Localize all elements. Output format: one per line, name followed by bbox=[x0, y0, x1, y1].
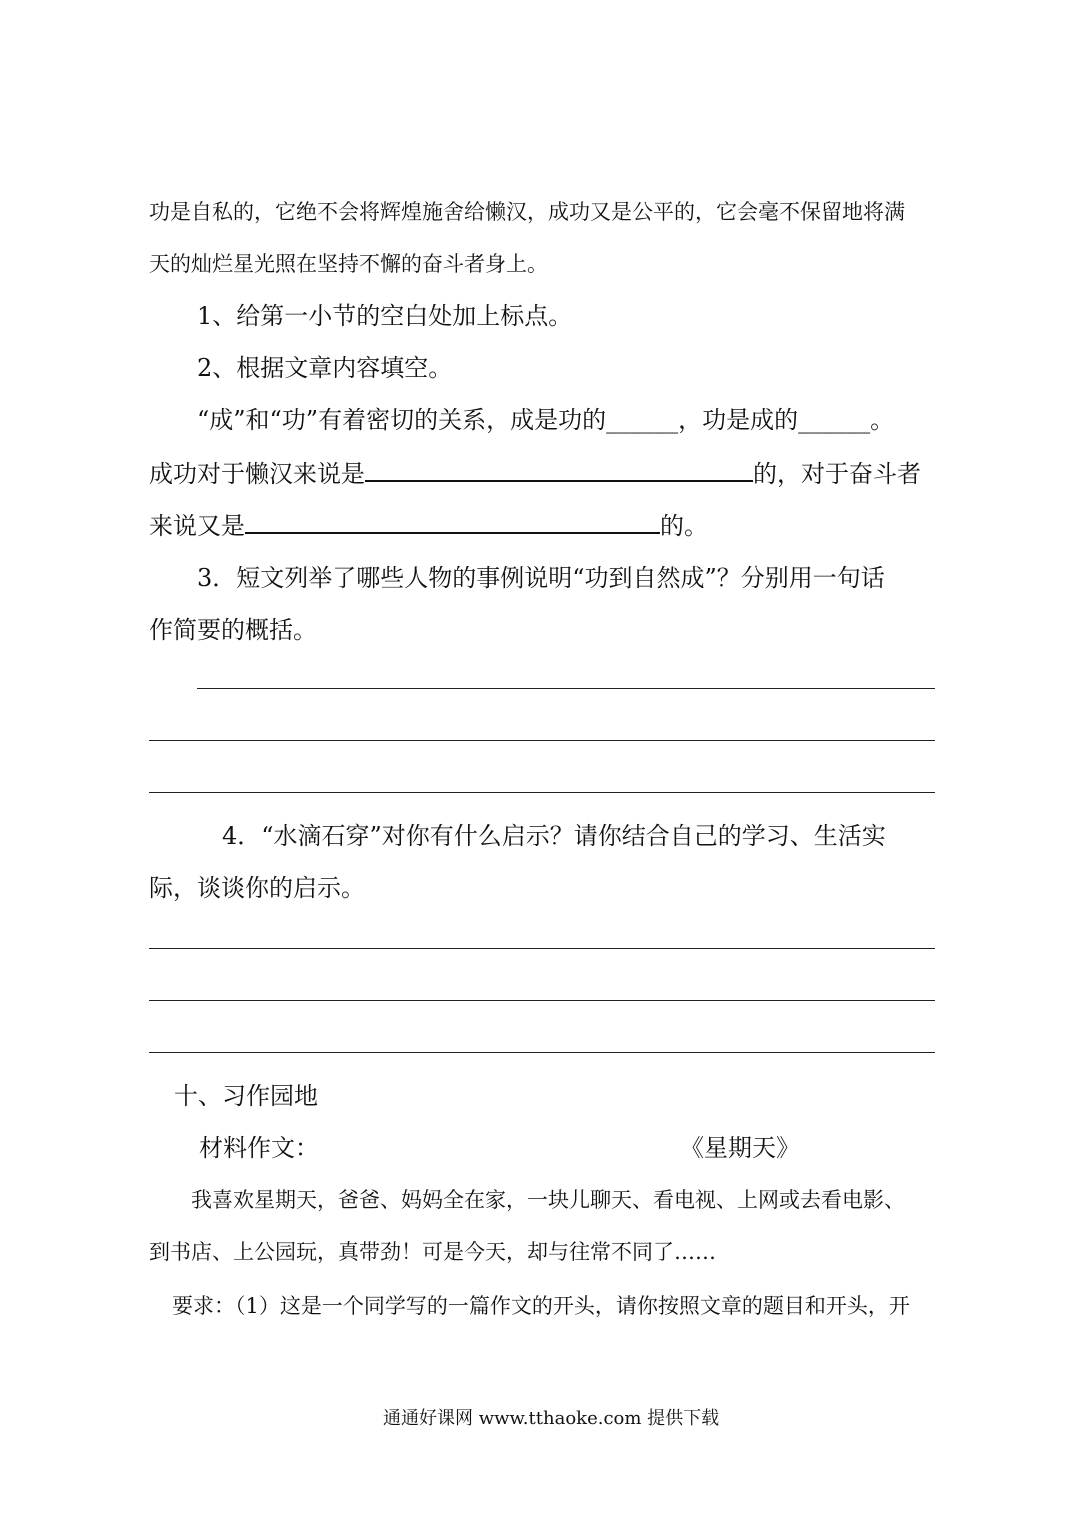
q4-answer-line-2[interactable] bbox=[149, 1000, 935, 1001]
passage-line-1: 功是自私的，它绝不会将辉煌施舍给懒汉，成功又是公平的，它会毫不保留地将满 bbox=[149, 200, 905, 224]
page-footer: 通通好课网 www.tthaoke.com 提供下载 bbox=[383, 1408, 720, 1429]
q2-text-f: 来说又是 bbox=[149, 512, 245, 540]
question-1: 1、给第一小节的空白处加上标点。 bbox=[197, 302, 573, 330]
q4-answer-line-1[interactable] bbox=[149, 948, 935, 949]
essay-opening-line-2: 到书店、上公园玩，真带劲！可是今天，却与往常不同了…… bbox=[149, 1240, 716, 1264]
q3-answer-line-1[interactable] bbox=[197, 688, 935, 689]
essay-title: 《星期天》 bbox=[680, 1134, 800, 1162]
question-2-title: 2、根据文章内容填空。 bbox=[197, 354, 453, 382]
question-2-line-2 bbox=[149, 460, 921, 486]
material-essay-label: 材料作文： bbox=[199, 1134, 319, 1162]
q2-text-b: ，功是成的 bbox=[678, 406, 799, 434]
q4-answer-line-3[interactable] bbox=[149, 1052, 935, 1053]
q3-answer-line-3[interactable] bbox=[149, 792, 935, 793]
passage-line-2: 天的灿烂星光照在坚持不懈的奋斗者身上。 bbox=[149, 252, 548, 276]
q2-blank-2[interactable]: ______ bbox=[798, 406, 871, 434]
q2-text-e: 的，对于奋斗者 bbox=[753, 460, 921, 488]
question-4-line-1: 4．“水滴石穿”对你有什么启示？请你结合自己的学习、生活实 bbox=[222, 822, 886, 850]
q2-answer-blank-4[interactable] bbox=[245, 512, 660, 534]
question-3-line-2: 作简要的概括。 bbox=[149, 616, 317, 644]
q2-answer-blank-3[interactable] bbox=[365, 460, 753, 482]
q2-blank-1[interactable]: ______ bbox=[606, 406, 679, 434]
q2-text-d: 成功对于懒汉来说是 bbox=[149, 460, 365, 488]
essay-requirement: 要求：（1）这是一个同学写的一篇作文的开头，请你按照文章的题目和开头，开 bbox=[172, 1294, 910, 1318]
question-3-line-1: 3．短文列举了哪些人物的事例说明“功到自然成”？分别用一句话 bbox=[197, 564, 885, 592]
q3-answer-line-2[interactable] bbox=[149, 740, 935, 741]
q2-text-a: “成”和“功”有着密切的关系，成是功的 bbox=[197, 406, 607, 434]
question-2-line-3 bbox=[149, 512, 708, 538]
essay-opening-line-1: 我喜欢星期天，爸爸、妈妈全在家，一块儿聊天、看电视、上网或去看电影、 bbox=[191, 1188, 905, 1212]
section-10-heading: 十、习作园地 bbox=[174, 1082, 318, 1110]
question-2-line-1 bbox=[197, 408, 894, 432]
q2-text-g: 的。 bbox=[660, 512, 708, 540]
question-4-line-2: 际，谈谈你的启示。 bbox=[149, 874, 365, 902]
q2-text-c: 。 bbox=[870, 406, 895, 434]
